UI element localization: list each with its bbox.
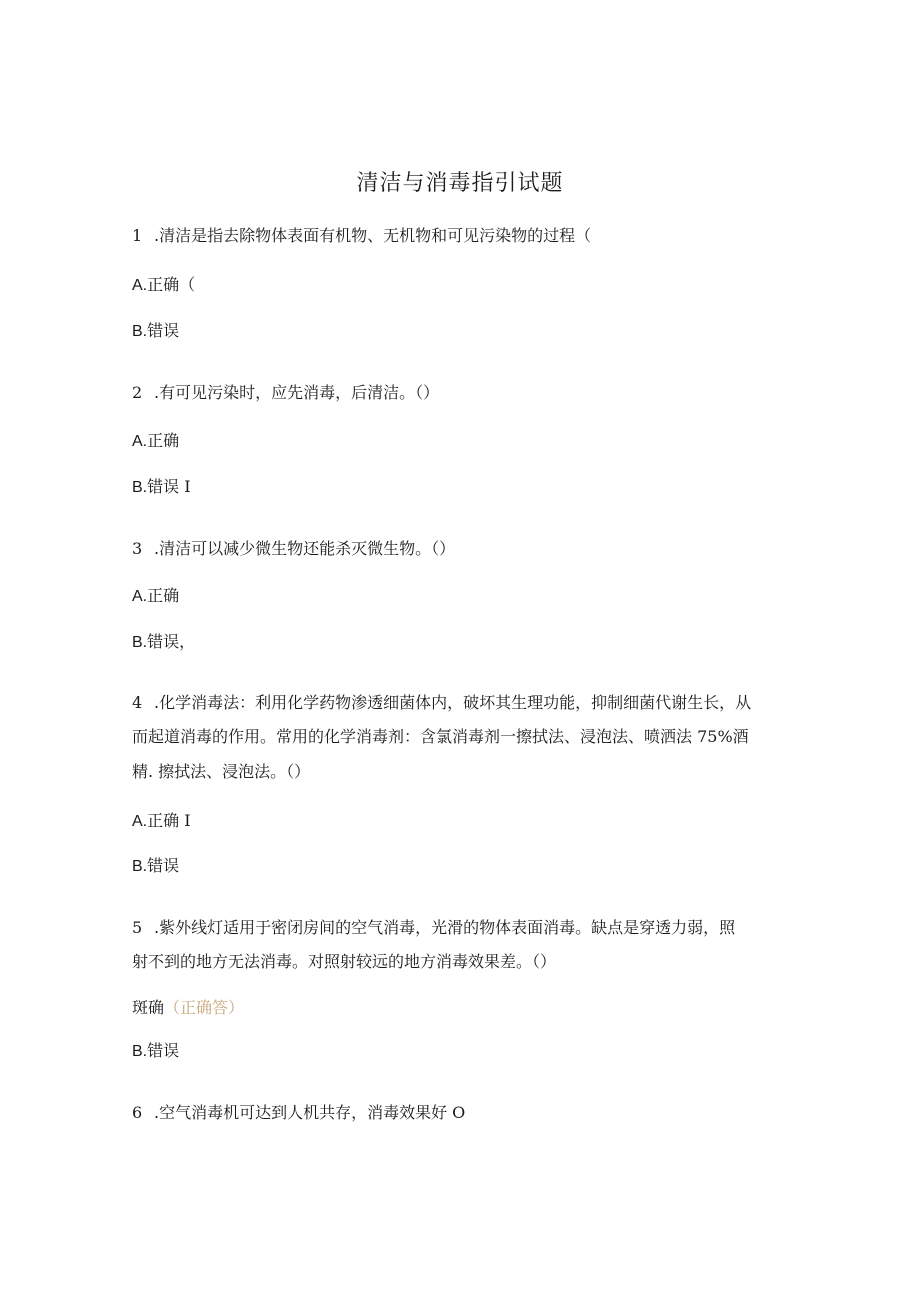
question-5-option-a	[132, 992, 792, 1023]
question-3-option-a	[132, 580, 792, 612]
option-letter: A.	[132, 588, 148, 605]
question-number: 5	[132, 918, 143, 937]
option-letter: B.	[132, 634, 148, 651]
question-5-text-line-2	[132, 946, 792, 977]
question-1-option-a	[132, 269, 792, 301]
question-1-text	[132, 220, 792, 251]
question-2-option-b	[132, 471, 792, 503]
question-2-option-a	[132, 425, 792, 457]
page-title: 清洁与消毒指引试题	[356, 171, 564, 196]
option-text: 错误	[147, 321, 180, 340]
option-letter: A.	[132, 433, 148, 450]
option-text: 错误	[147, 856, 180, 875]
question-4-option-b	[132, 850, 792, 882]
question-line: 而起道消毒的作用。常用的化学消毒剂：含氯消毒剂一擦拭法、浸泡法、喷洒法 75%酒	[132, 727, 749, 746]
option-text: 错误，	[147, 632, 196, 651]
question-number: 1	[132, 226, 143, 245]
question-line: .清洁可以减少微生物还能杀灭微生物。（）	[154, 539, 456, 558]
question-4-option-a	[132, 805, 792, 837]
option-text: 斑确	[132, 998, 165, 1017]
question-line: .化学消毒法：利用化学药物渗透细菌体内，破坏其生理功能，抑制细菌代谢生长，从	[154, 693, 752, 712]
question-3-text	[132, 533, 792, 564]
question-1-option-b	[132, 315, 792, 347]
option-letter: A.	[132, 277, 148, 294]
option-text: 错误 I	[147, 477, 191, 496]
question-line: 射不到的地方无法消毒。对照射较远的地方消毒效果差。（）	[132, 952, 557, 971]
option-text: 正确（	[147, 275, 196, 294]
question-4-text-line-1	[132, 687, 792, 718]
option-letter: B.	[132, 479, 148, 496]
question-line: .紫外线灯适用于密闭房间的空气消毒，光滑的物体表面消毒。缺点是穿透力弱，照	[154, 918, 736, 937]
question-5-option-b	[132, 1035, 792, 1067]
question-4-text-line-2	[132, 721, 792, 752]
question-5-text-line-1	[132, 912, 792, 943]
question-number: 6	[132, 1103, 143, 1122]
answer-hint: （正确答）	[164, 998, 245, 1017]
option-text: 错误	[147, 1041, 180, 1060]
question-4-text-line-3	[132, 756, 792, 787]
question-line: 精. 擦拭法、浸泡法。（）	[132, 762, 311, 781]
question-2-text	[132, 377, 792, 408]
option-text: 正确 I	[147, 811, 191, 830]
option-letter: B.	[132, 1043, 148, 1060]
question-line: .有可见污染时，应先消毒，后清洁。（）	[154, 383, 440, 402]
question-number: 4	[132, 693, 143, 712]
option-text: 正确	[147, 586, 180, 605]
option-letter: A.	[132, 813, 148, 830]
question-line: .空气消毒机可达到人机共存，消毒效果好 O	[154, 1103, 466, 1122]
option-letter: B.	[132, 858, 148, 875]
option-text: 正确	[147, 431, 180, 450]
question-line: .清洁是指去除物体表面有机物、无机物和可见污染物的过程（	[154, 226, 592, 245]
question-6-text	[132, 1097, 792, 1128]
option-letter: B.	[132, 323, 148, 340]
question-number: 2	[132, 383, 143, 402]
question-number: 3	[132, 539, 143, 558]
question-3-option-b	[132, 626, 792, 658]
